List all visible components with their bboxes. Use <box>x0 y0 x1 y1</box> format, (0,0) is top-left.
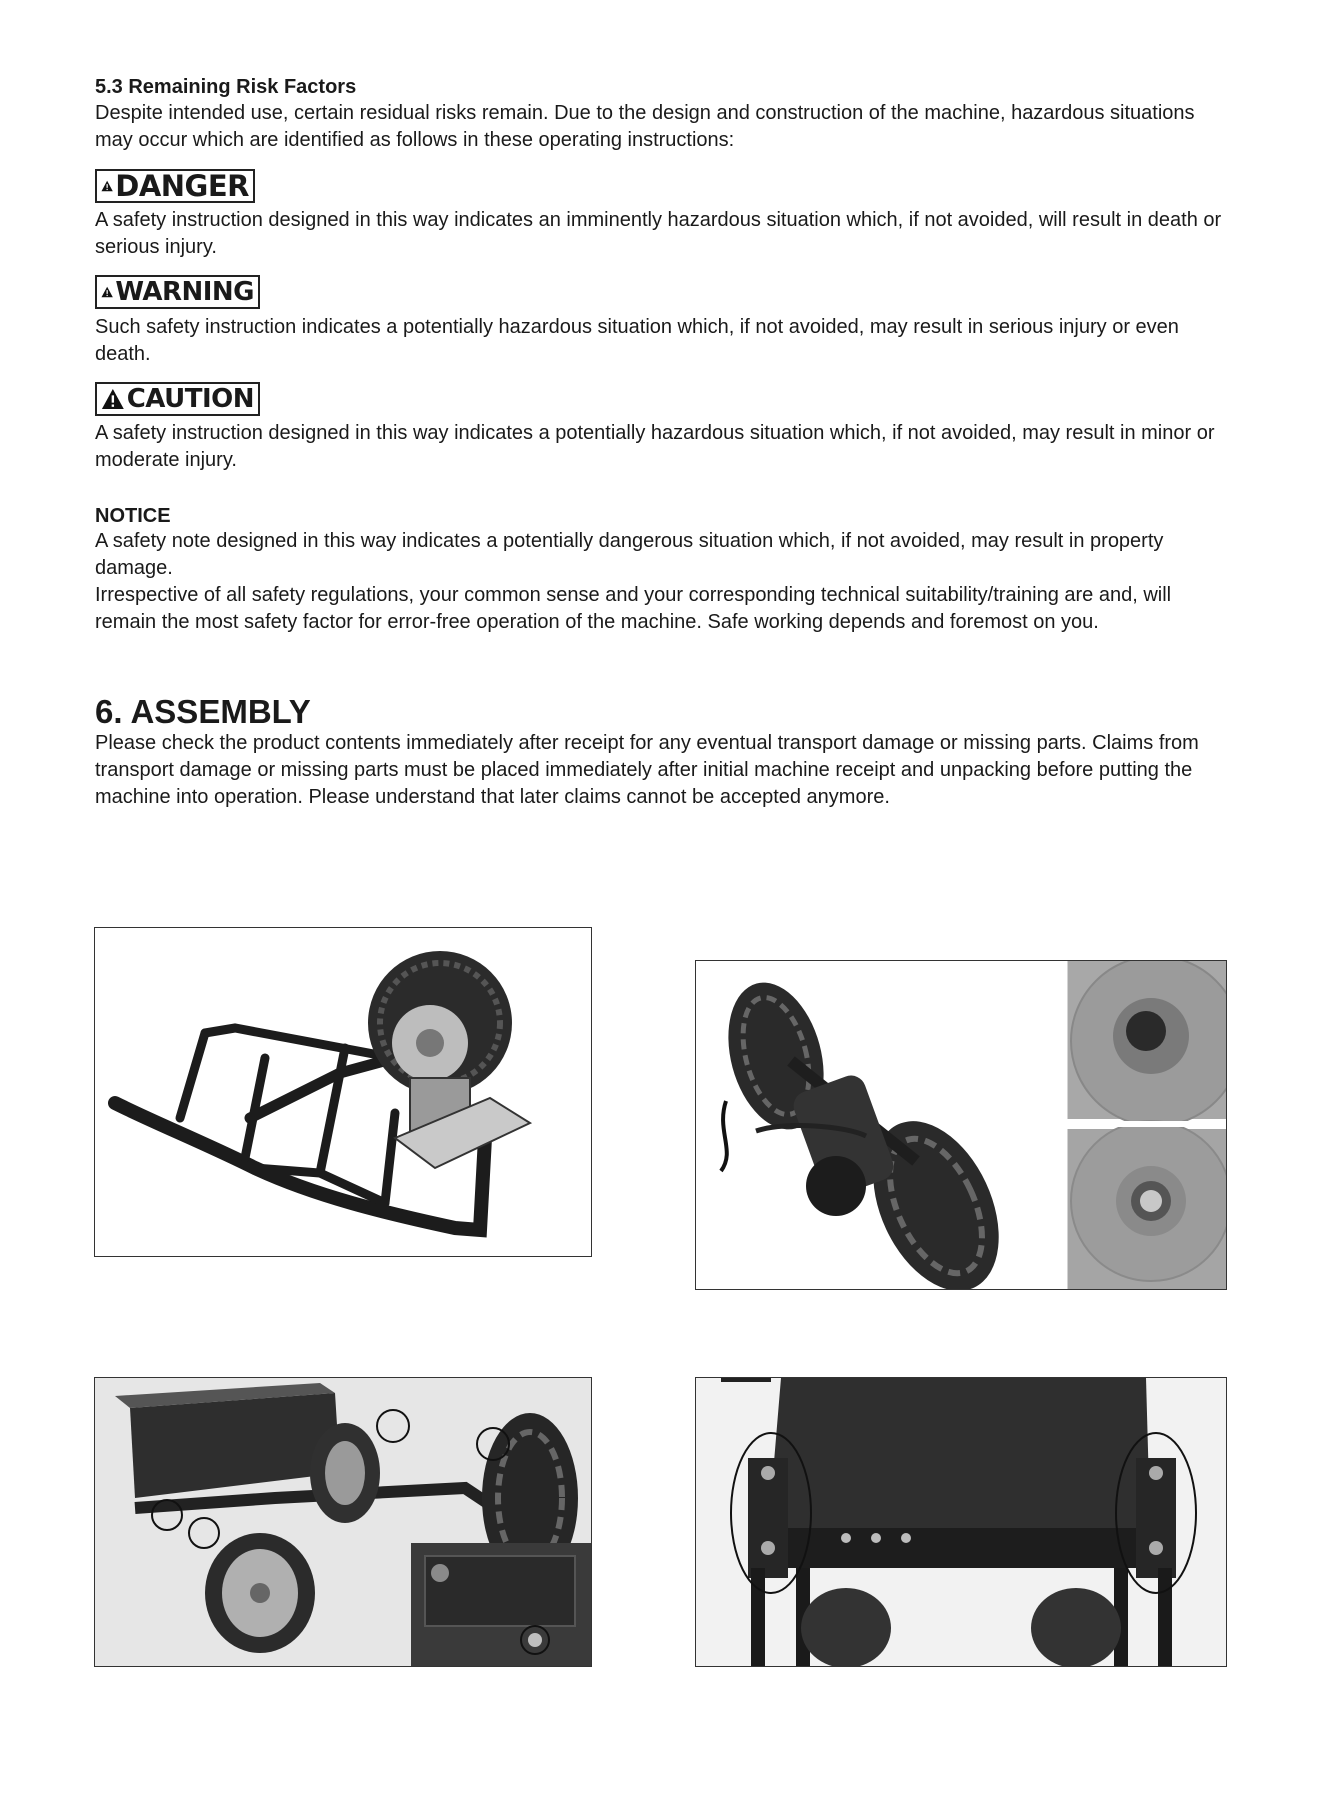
warning-triangle-icon <box>101 387 125 411</box>
caution-label <box>95 382 260 416</box>
section-intro: Despite intended use, certain residual risks remain. Due to the design and construction of the machine, hazardous situations may occur which are identified as follows in these operating instructions: <box>95 102 1195 151</box>
danger-label-text: DANGER <box>115 169 249 203</box>
notice-text-2: Irrespective of all safety regulations, your common sense and your corresponding technical suitability/training are and, will remain the most safety factor for error-free operation of the machine. Safe working depends and foremost on you. <box>95 584 1172 633</box>
tray-assembly-illustration <box>95 1378 592 1667</box>
figure-tray-assembly <box>94 1377 592 1667</box>
danger-label <box>95 169 255 203</box>
warning-label-text: WARNING <box>115 277 254 307</box>
section-heading-5-3: 5.3 Remaining Risk Factors <box>95 76 357 98</box>
bracket-mounting-illustration <box>696 1378 1227 1667</box>
wheels-axle-illustration <box>696 961 1227 1290</box>
warning-label <box>95 275 260 309</box>
caution-label-text: CAUTION <box>126 384 254 414</box>
warning-text: Such safety instruction indicates a potentially hazardous situation which, if not avoided, may result in serious injury or even death. <box>95 316 1179 365</box>
assembly-text: Please check the product contents immediately after receipt for any eventual transport damage or missing parts. Claims from transport damage or missing parts must be placed immediately after initial machine receipt and unpacking before putting the machine into operation. Please understand that later claims cannot be accepted anymore. <box>95 732 1199 808</box>
figure-bracket-mounting <box>695 1377 1227 1667</box>
danger-text: A safety instruction designed in this way indicates an imminently hazardous situation which, if not avoided, will result in death or serious injury. <box>95 209 1222 258</box>
warning-triangle-icon <box>101 174 113 198</box>
figure-wheels-axle <box>695 960 1227 1290</box>
assembly-heading: 6. ASSEMBLY <box>95 693 311 730</box>
frame-caster-illustration <box>95 928 592 1257</box>
caution-text: A safety instruction designed in this way indicates a potentially hazardous situation which, if not avoided, may result in minor or moderate injury. <box>95 422 1215 471</box>
notice-text-1: A safety note designed in this way indicates a potentially dangerous situation which, if not avoided, may result in property damage. <box>95 530 1164 579</box>
notice-label: NOTICE <box>95 505 171 527</box>
warning-triangle-icon <box>101 280 113 304</box>
figure-frame-caster <box>94 927 592 1257</box>
